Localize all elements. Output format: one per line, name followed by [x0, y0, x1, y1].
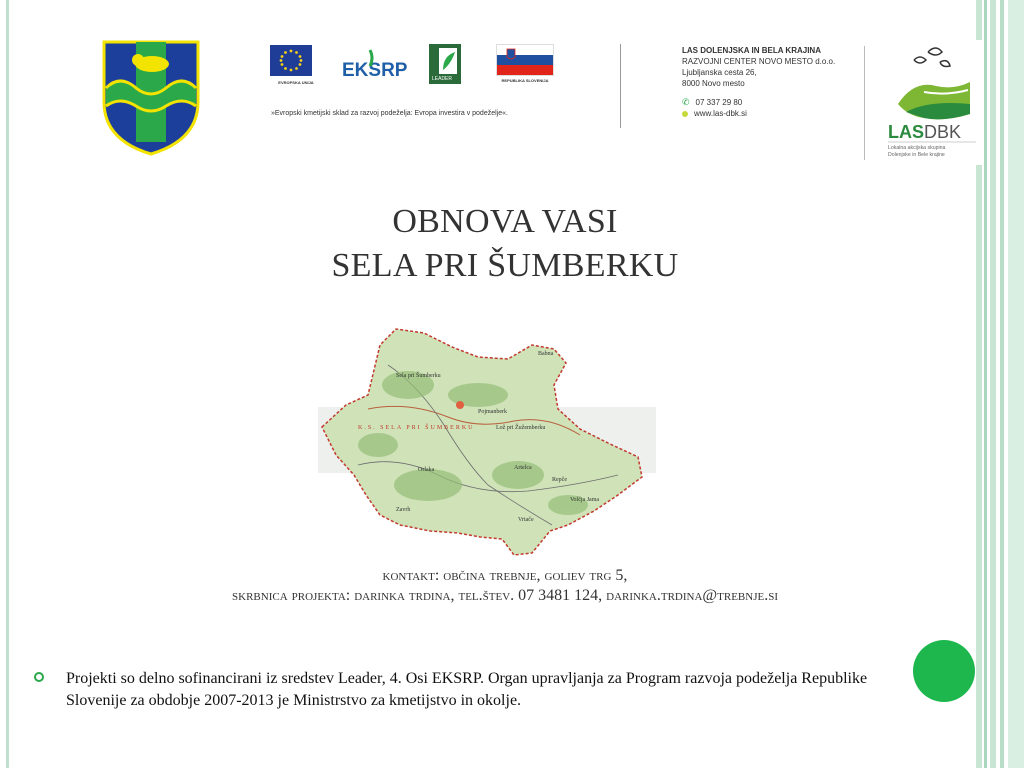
map-label-babna: Babna: [538, 351, 554, 357]
leader-logo: [429, 44, 461, 84]
web-icon: [682, 111, 688, 117]
sponsor-banner: [264, 40, 984, 165]
slovenia-caption: REPUBLIKA SLOVENIJA: [501, 78, 549, 83]
eu-caption: EVROPSKA UNIJA: [278, 80, 314, 85]
eu-flag-icon: [270, 45, 312, 76]
las-address-block: [682, 45, 835, 119]
contact-info: [0, 566, 1010, 606]
map-label-artelca: Artelca: [514, 465, 532, 471]
map-label-pojmanberk: Pojmanberk: [478, 409, 507, 415]
eksrp-logo: [340, 46, 408, 86]
las-name: LAS DOLENJSKA IN BELA KRAJINA: [682, 46, 821, 55]
las-street: Ljubljanska cesta 26,: [682, 68, 757, 77]
title-line-1: OBNOVA VASI: [392, 203, 618, 240]
eafrd-tagline: »Evropski kmetijski sklad za razvoj podeželja: Evropa investira v podeželje«.: [271, 110, 508, 117]
map-label-zavrh: Zavrh: [396, 507, 411, 513]
map-label-orlaka: Orlaka: [418, 467, 435, 473]
municipal-crest-logo: [102, 40, 200, 156]
title-line-2: SELA PRI ŠUMBERKU: [331, 247, 679, 284]
village-area-map: [318, 325, 656, 560]
las-org: RAZVOJNI CENTER NOVO MESTO d.o.o.: [682, 57, 836, 66]
las-phone: 07 337 29 80: [695, 98, 743, 107]
slovenia-flag-icon: [496, 44, 554, 76]
eksrp-logo-text: EKSRP: [342, 60, 408, 81]
contact-line-2: skrbnica projekta: darinka trdina, tel.štev. 07 3481 124, darinka.trdina@trebnje.si: [232, 587, 778, 604]
las-logo-text: LAS: [888, 122, 924, 142]
las-city: 8000 Novo mesto: [682, 79, 745, 88]
green-circle-decoration: [913, 640, 975, 702]
las-web: www.las-dbk.si: [694, 109, 747, 118]
las-logo-sub1: Lokalna akcijska skupina: [888, 145, 946, 151]
banner-divider-2: [864, 46, 865, 160]
phone-icon: ✆: [682, 97, 690, 107]
funding-note: Projekti so delno sofinancirani iz sredstev Leader, 4. Osi EKSRP. Organ upravljanja za Program razvoja podeželja Republike Slovenije za obdobje 2007-2013 je Ministrstvo za kmetijstvo in okolje.: [66, 670, 868, 709]
map-label-loz: Lož pri Žužemberku: [496, 425, 546, 431]
map-label-sela: Sela pri Šumberku: [396, 373, 441, 379]
map-label-volcja-jama: Volčja Jama: [570, 497, 600, 503]
las-logo-sub2: Dolenjske in Bele krajine: [888, 152, 945, 158]
contact-line-1: kontakt: občina trebnje, goliev trg 5,: [382, 567, 628, 584]
map-label-repce: Repče: [552, 477, 567, 483]
dbk-logo-text: DBK: [924, 122, 962, 142]
left-border: [6, 0, 9, 768]
page-title: [0, 200, 1010, 288]
map-label-vrtace: Vrtače: [518, 517, 534, 523]
map-label-district: K.S. SELA PRI ŠUMBERKU: [358, 425, 475, 431]
bullet-icon: [34, 672, 44, 682]
banner-divider: [620, 44, 621, 128]
lasdbk-logo: [884, 42, 980, 162]
leader-logo-text: LEADER: [432, 76, 453, 82]
